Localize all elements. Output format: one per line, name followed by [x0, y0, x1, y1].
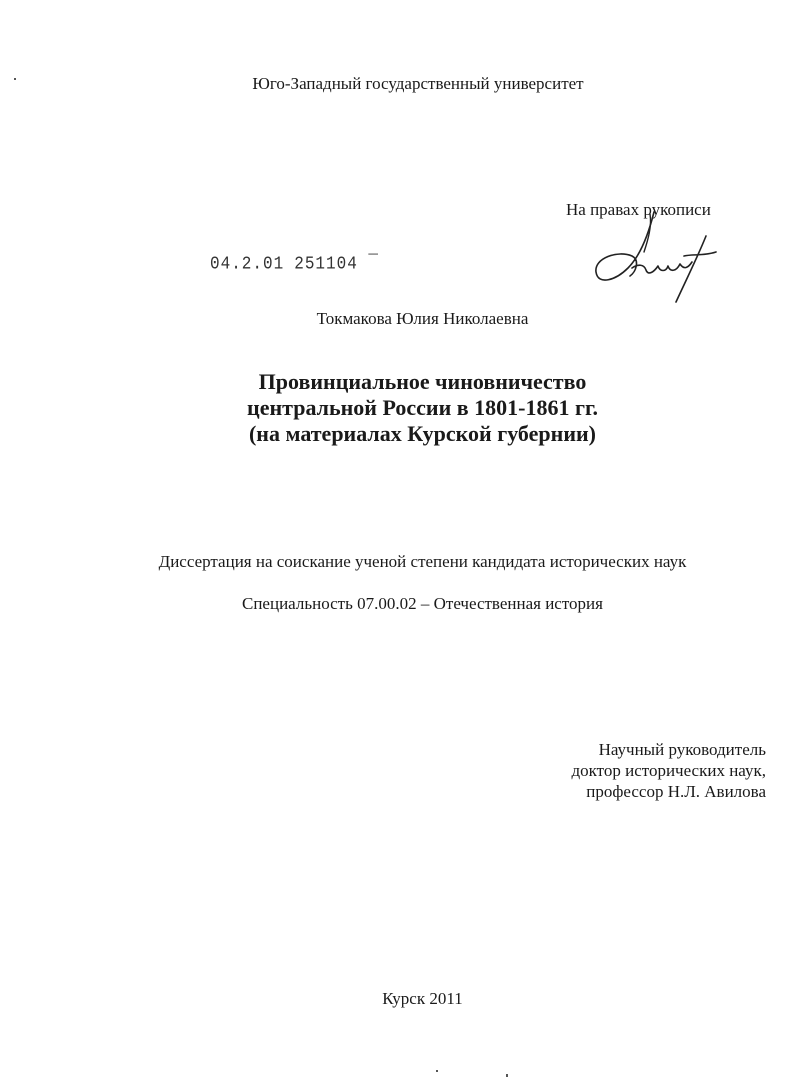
author-name: Токмакова Юлия Николаевна — [316, 309, 529, 328]
archive-stamp-date: 04.2.01 — [210, 253, 285, 275]
supervisor-degree: доктор исторических наук, — [571, 761, 766, 780]
specialty: Специальность 07.00.02 – Отечественная история — [242, 594, 603, 613]
scan-speck — [14, 78, 16, 80]
scan-speck — [436, 1070, 438, 1072]
degree-description: Диссертация на соискание ученой степени кандидата исторических наук — [158, 552, 687, 571]
manuscript-note: На правах рукописи — [566, 200, 711, 219]
dissertation-title-line-2: центральной России в 1801-1861 гг. — [247, 395, 598, 420]
supervisor-role: Научный руководитель — [598, 740, 766, 759]
author-signature — [588, 206, 728, 316]
dissertation-title-line-1: Провинциальное чиновничество — [258, 369, 587, 394]
dissertation-title-line-3: (на материалах Курской губернии) — [248, 421, 596, 446]
university-name: Юго-Западный государственный университет — [252, 74, 584, 93]
city-year: Курск 2011 — [382, 989, 463, 1008]
supervisor-block — [571, 739, 766, 802]
supervisor-name: профессор Н.Л. Авилова — [586, 782, 766, 801]
scan-speck — [506, 1074, 508, 1077]
archive-stamp-number: 251104 — [294, 253, 358, 275]
archive-stamp: 04.2.01 251104 ¯ — [210, 253, 380, 275]
